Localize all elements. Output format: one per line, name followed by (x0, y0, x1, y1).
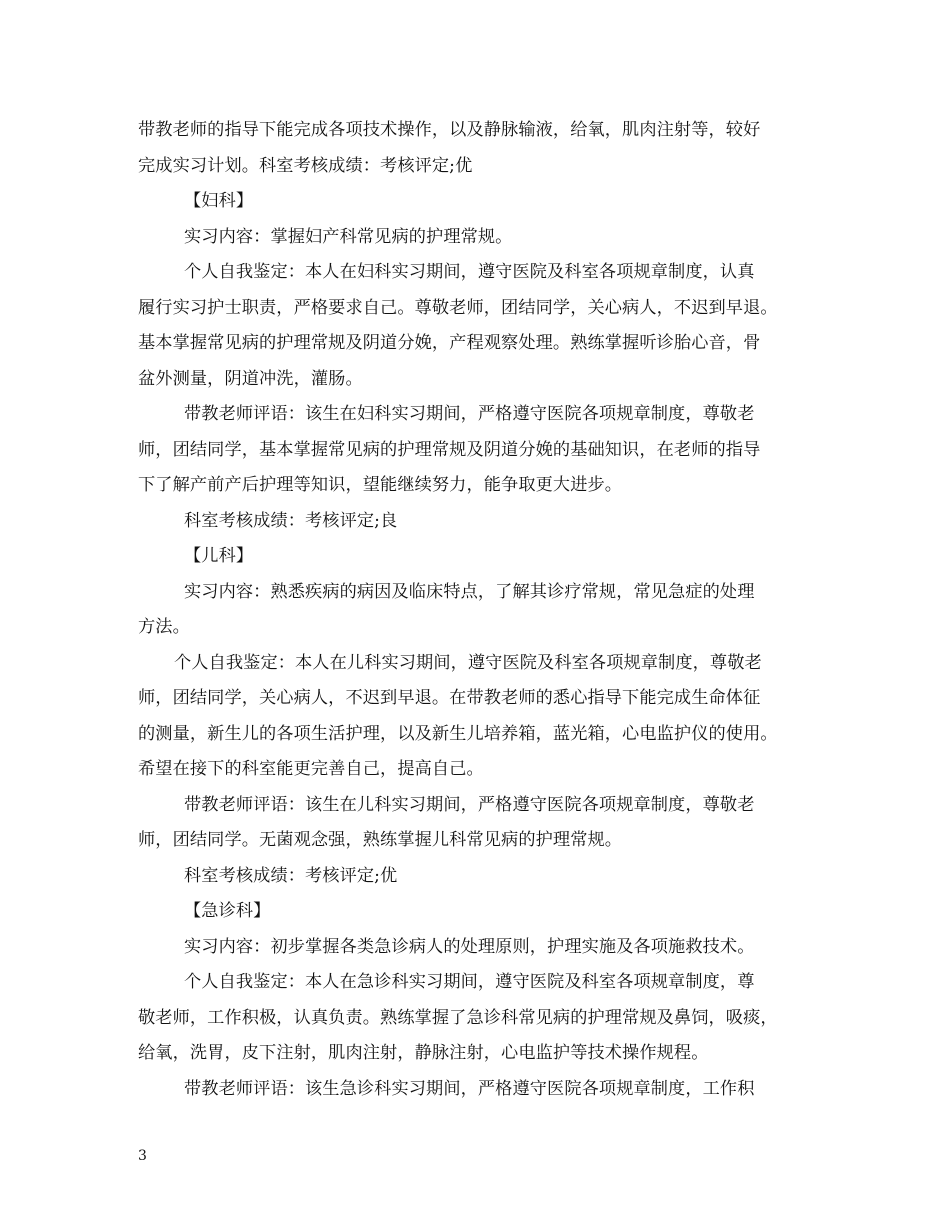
text-line: 盆外测量，阴道冲洗，灌肠。 (138, 368, 363, 389)
text-line: 师，团结同学，关心病人，不迟到早退。在带教老师的悉心指导下能完成生命体征 (138, 688, 761, 708)
text-line: 带教老师的指导下能完成各项技术操作，以及静脉输液，给氧，肌肉注射等，较好 (138, 120, 761, 140)
text-line: 给氧，洗胃，皮下注射，肌肉注射，静脉注射，心电监护等技术操作规程。 (138, 1043, 709, 1063)
text-line: 方法。 (138, 617, 190, 637)
text-line: 履行实习护士职责，严格要求自己。尊敬老师，团结同学，关心病人，不迟到早退。 (138, 297, 778, 318)
text-line: 基本掌握常见病的护理常规及阴道分娩，产程观察处理。熟练掌握听诊胎心音，骨 (138, 333, 761, 353)
text-line: 带教老师评语：该生在妇科实习期间，严格遵守医院各项规章制度，尊敬老 (184, 404, 755, 424)
text-line: 下了解产前产后护理等知识，望能继续努力，能争取更大进步。 (138, 475, 623, 495)
text-line: 个人自我鉴定：本人在儿科实习期间，遵守医院及科室各项规章制度，尊敬老 (174, 652, 762, 673)
text-line: 带教老师评语：该生急诊科实习期间，严格遵守医院各项规章制度，工作积 (184, 1078, 755, 1099)
text-line: 科室考核成绩：考核评定;良 (184, 510, 398, 531)
text-line: 【儿科】 (184, 546, 254, 566)
text-line: 敬老师，工作积极，认真负责。熟练掌握了急诊科常见病的护理常规及鼻饲，吸痰， (138, 1007, 778, 1028)
text-line: 师，团结同学。无菌观念强，熟练掌握儿科常见病的护理常规。 (138, 830, 623, 850)
document-body (138, 113, 818, 1107)
text-line: 实习内容：熟悉疾病的病因及临床特点，了解其诊疗常规，常见急症的处理 (184, 581, 755, 602)
text-line: 带教老师评语：该生在儿科实习期间，严格遵守医院各项规章制度，尊敬老 (184, 794, 755, 815)
text-line: 【妇科】 (184, 191, 254, 211)
text-line: 个人自我鉴定：本人在急诊科实习期间，遵守医院及科室各项规章制度，尊 (184, 972, 755, 992)
text-line: 师，团结同学，基本掌握常见病的护理常规及阴道分娩的基础知识，在老师的指导 (138, 439, 761, 460)
text-line: 的测量，新生儿的各项生活护理，以及新生儿培养箱，蓝光箱，心电监护仪的使用。 (138, 723, 778, 744)
text-line: 【急诊科】 (184, 901, 271, 921)
text-line: 个人自我鉴定：本人在妇科实习期间，遵守医院及科室各项规章制度，认真 (184, 262, 755, 282)
text-line: 科室考核成绩：考核评定;优 (184, 865, 398, 886)
text-line: 实习内容：掌握妇产科常见病的护理常规。 (184, 226, 513, 247)
text-line: 完成实习计划。科室考核成绩：考核评定;优 (138, 155, 473, 176)
page-number: 3 (138, 1148, 147, 1164)
text-line: 希望在接下的科室能更完善自己，提高自己。 (138, 759, 484, 779)
text-line: 实习内容：初步掌握各类急诊病人的处理原则，护理实施及各项施救技术。 (184, 936, 755, 957)
